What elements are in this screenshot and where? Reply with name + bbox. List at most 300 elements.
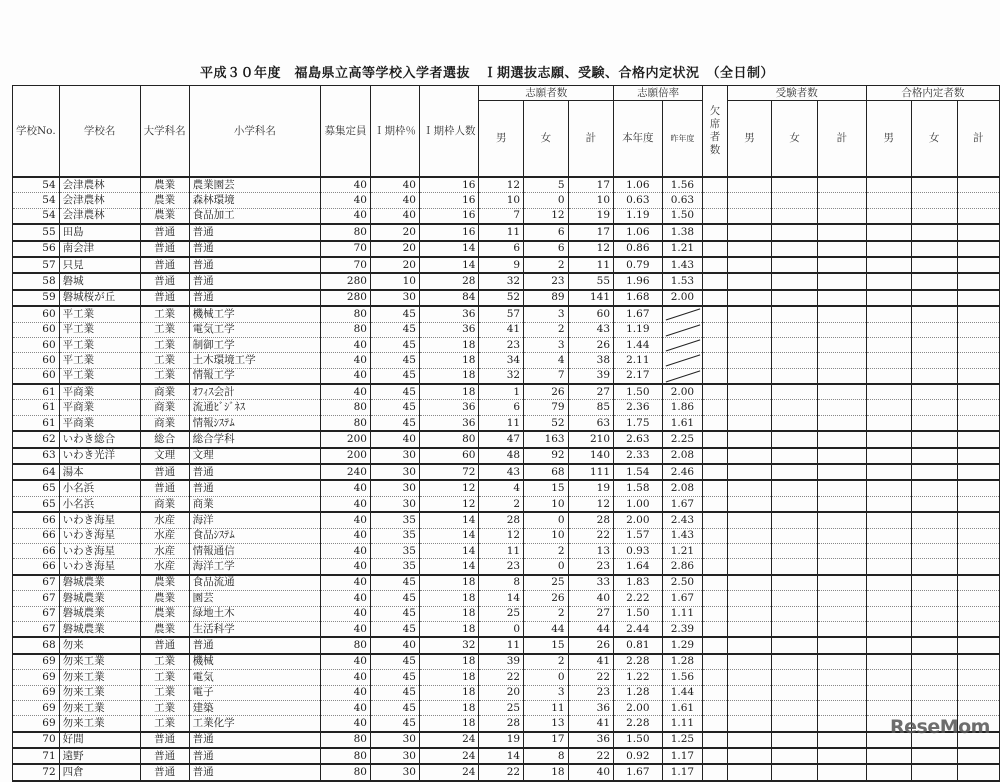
cell-r0: 1.43 — [662, 257, 703, 273]
cell-exam-t — [818, 368, 867, 384]
cell-school: 会津農林 — [59, 193, 140, 208]
cell-t: 55 — [568, 273, 613, 289]
cell-f: 3 — [524, 306, 569, 322]
cell-major: 文理 — [140, 448, 189, 464]
cell-exam-t — [818, 177, 867, 193]
cell-cap: 40 — [321, 528, 371, 543]
cell-m: 14 — [479, 748, 524, 764]
cell-p1: 14 — [419, 257, 479, 273]
cell-minor: ｵﾌｨｽ会計 — [189, 384, 320, 400]
table-row — [13, 764, 1000, 780]
cell-t: 210 — [568, 431, 613, 447]
cell-exam-t — [818, 480, 867, 496]
cell-adm-t — [957, 764, 999, 780]
cell-p1: 18 — [419, 353, 479, 368]
cell-f: 2 — [524, 606, 569, 621]
cell-minor: 園芸 — [189, 591, 320, 606]
cell-f: 2 — [524, 543, 569, 558]
cell-cap: 40 — [321, 384, 371, 400]
cell-major: 農業 — [140, 621, 189, 637]
cell-absent — [703, 384, 728, 400]
cell-f: 0 — [524, 670, 569, 685]
resemom-logo: ReseMom — [890, 716, 990, 738]
cell-school: いわき海星 — [59, 543, 140, 558]
cell-r1: 0.93 — [614, 543, 663, 558]
cell-no: 66 — [13, 528, 60, 543]
cell-t: 19 — [568, 480, 613, 496]
header-app-male: 男 — [479, 101, 524, 177]
cell-r1: 1.75 — [614, 415, 663, 431]
cell-no: 64 — [13, 464, 60, 480]
cell-f: 3 — [524, 685, 569, 700]
cell-m: 23 — [479, 337, 524, 352]
cell-no: 61 — [13, 400, 60, 415]
cell-absent — [703, 716, 728, 732]
cell-cap: 40 — [321, 575, 371, 591]
cell-minor: 情報通信 — [189, 543, 320, 558]
cell-m: 41 — [479, 322, 524, 337]
cell-r1: 1.96 — [614, 273, 663, 289]
cell-adm-t — [957, 654, 999, 670]
cell-exam-t — [818, 353, 867, 368]
cell-m: 57 — [479, 306, 524, 322]
cell-m: 4 — [479, 480, 524, 496]
cell-school: 田島 — [59, 224, 140, 240]
cell-adm-t — [957, 257, 999, 273]
cell-exam-t — [818, 322, 867, 337]
cell-school: 平工業 — [59, 368, 140, 384]
table-row — [13, 415, 1000, 431]
cell-pct: 45 — [370, 353, 419, 368]
cell-school: 平商業 — [59, 400, 140, 415]
cell-cap: 80 — [321, 415, 371, 431]
cell-adm-m — [866, 512, 911, 528]
cell-absent — [703, 700, 728, 715]
cell-m: 48 — [479, 448, 524, 464]
cell-exam-f — [772, 716, 818, 732]
cell-r0: 1.53 — [662, 273, 703, 289]
cell-pct: 30 — [370, 496, 419, 512]
cell-absent — [703, 306, 728, 322]
cell-exam-t — [818, 448, 867, 464]
cell-adm-t — [957, 337, 999, 352]
cell-exam-f — [772, 559, 818, 575]
cell-major: 工業 — [140, 716, 189, 732]
cell-exam-f — [772, 257, 818, 273]
cell-m: 11 — [479, 637, 524, 653]
cell-exam-t — [818, 306, 867, 322]
cell-major: 商業 — [140, 400, 189, 415]
cell-r0: 1.17 — [662, 748, 703, 764]
cell-p1: 16 — [419, 224, 479, 240]
cell-absent — [703, 496, 728, 512]
cell-exam-f — [772, 637, 818, 653]
cell-absent — [703, 670, 728, 685]
admissions-table — [12, 85, 1000, 782]
cell-r0: 2.00 — [662, 290, 703, 306]
cell-p1: 18 — [419, 591, 479, 606]
cell-p1: 32 — [419, 637, 479, 653]
cell-adm-t — [957, 528, 999, 543]
cell-pct: 30 — [370, 764, 419, 780]
cell-t: 43 — [568, 322, 613, 337]
cell-f: 4 — [524, 353, 569, 368]
table-row — [13, 208, 1000, 224]
cell-t: 26 — [568, 637, 613, 653]
cell-absent — [703, 337, 728, 352]
cell-r1: 1.19 — [614, 208, 663, 224]
cell-exam-t — [818, 208, 867, 224]
cell-adm-f — [911, 400, 957, 415]
cell-adm-t — [957, 559, 999, 575]
cell-minor: 普通 — [189, 464, 320, 480]
cell-f: 11 — [524, 700, 569, 715]
cell-r0: 2.46 — [662, 464, 703, 480]
cell-t: 40 — [568, 591, 613, 606]
cell-r0: 2.00 — [662, 384, 703, 400]
cell-exam-f — [772, 193, 818, 208]
cell-r1: 2.11 — [614, 353, 663, 368]
cell-school: 勿来工業 — [59, 685, 140, 700]
cell-school: 湯本 — [59, 464, 140, 480]
cell-exam-m — [727, 637, 771, 653]
cell-exam-t — [818, 606, 867, 621]
cell-school: いわき海星 — [59, 528, 140, 543]
table-row — [13, 575, 1000, 591]
cell-minor: 普通 — [189, 732, 320, 748]
cell-r0: 1.28 — [662, 654, 703, 670]
table-row — [13, 606, 1000, 621]
cell-school: 勿来工業 — [59, 670, 140, 685]
cell-school: 平工業 — [59, 337, 140, 352]
cell-school: 勿来工業 — [59, 654, 140, 670]
cell-f: 5 — [524, 177, 569, 193]
cell-absent — [703, 448, 728, 464]
cell-exam-t — [818, 241, 867, 257]
cell-exam-f — [772, 306, 818, 322]
cell-adm-f — [911, 543, 957, 558]
cell-cap: 200 — [321, 431, 371, 447]
cell-r0 — [662, 353, 703, 368]
cell-cap: 240 — [321, 464, 371, 480]
cell-r0: 1.11 — [662, 606, 703, 621]
cell-exam-t — [818, 732, 867, 748]
cell-r0: 1.21 — [662, 241, 703, 257]
cell-r0: 2.86 — [662, 559, 703, 575]
cell-adm-t — [957, 431, 999, 447]
cell-adm-m — [866, 208, 911, 224]
cell-adm-t — [957, 368, 999, 384]
cell-f: 10 — [524, 496, 569, 512]
cell-t: 12 — [568, 496, 613, 512]
cell-major: 工業 — [140, 306, 189, 322]
cell-minor: 食品ｼｽﾃﾑ — [189, 528, 320, 543]
header-exam-female: 女 — [772, 101, 818, 177]
cell-m: 43 — [479, 464, 524, 480]
cell-f: 12 — [524, 208, 569, 224]
cell-adm-f — [911, 368, 957, 384]
cell-absent — [703, 368, 728, 384]
cell-exam-t — [818, 621, 867, 637]
cell-major: 普通 — [140, 241, 189, 257]
cell-exam-m — [727, 464, 771, 480]
cell-r0: 1.25 — [662, 732, 703, 748]
cell-p1: 18 — [419, 621, 479, 637]
cell-f: 6 — [524, 224, 569, 240]
cell-p1: 18 — [419, 384, 479, 400]
cell-major: 農業 — [140, 606, 189, 621]
cell-adm-f — [911, 559, 957, 575]
cell-pct: 30 — [370, 464, 419, 480]
cell-pct: 45 — [370, 606, 419, 621]
header-minor-dept: 小学科名 — [189, 86, 320, 178]
cell-absent — [703, 748, 728, 764]
cell-f: 26 — [524, 384, 569, 400]
cell-t: 12 — [568, 241, 613, 257]
cell-absent — [703, 512, 728, 528]
cell-cap: 40 — [321, 591, 371, 606]
cell-adm-f — [911, 464, 957, 480]
cell-adm-t — [957, 591, 999, 606]
cell-t: 13 — [568, 543, 613, 558]
cell-absent — [703, 353, 728, 368]
cell-m: 11 — [479, 543, 524, 558]
cell-no: 54 — [13, 193, 60, 208]
cell-school: 磐城農業 — [59, 591, 140, 606]
cell-p1: 12 — [419, 496, 479, 512]
cell-t: 36 — [568, 700, 613, 715]
cell-exam-f — [772, 591, 818, 606]
cell-minor: 建築 — [189, 700, 320, 715]
cell-cap: 70 — [321, 241, 371, 257]
cell-no: 57 — [13, 257, 60, 273]
cell-exam-m — [727, 496, 771, 512]
cell-f: 15 — [524, 637, 569, 653]
cell-adm-m — [866, 431, 911, 447]
cell-t: 60 — [568, 306, 613, 322]
cell-no: 65 — [13, 480, 60, 496]
cell-exam-f — [772, 748, 818, 764]
cell-no: 54 — [13, 177, 60, 193]
cell-r1: 1.67 — [614, 306, 663, 322]
cell-absent — [703, 241, 728, 257]
cell-adm-t — [957, 700, 999, 715]
cell-t: 39 — [568, 368, 613, 384]
cell-pct: 45 — [370, 415, 419, 431]
cell-m: 10 — [479, 193, 524, 208]
cell-r1: 2.00 — [614, 700, 663, 715]
cell-major: 工業 — [140, 685, 189, 700]
cell-exam-t — [818, 559, 867, 575]
cell-school: 勿来工業 — [59, 700, 140, 715]
cell-absent — [703, 732, 728, 748]
cell-r0: 1.17 — [662, 764, 703, 780]
cell-cap: 80 — [321, 322, 371, 337]
cell-t: 38 — [568, 353, 613, 368]
cell-minor: 普通 — [189, 764, 320, 780]
cell-adm-f — [911, 290, 957, 306]
cell-p1: 14 — [419, 512, 479, 528]
cell-adm-m — [866, 241, 911, 257]
cell-minor: 総合学科 — [189, 431, 320, 447]
cell-r0: 1.21 — [662, 543, 703, 558]
cell-major: 普通 — [140, 464, 189, 480]
cell-exam-t — [818, 290, 867, 306]
header-school-no: 学校No. — [13, 86, 60, 178]
cell-p1: 18 — [419, 368, 479, 384]
cell-adm-f — [911, 621, 957, 637]
cell-r1: 1.50 — [614, 606, 663, 621]
cell-r0: 2.50 — [662, 575, 703, 591]
cell-exam-m — [727, 716, 771, 732]
cell-r1: 1.00 — [614, 496, 663, 512]
cell-m: 20 — [479, 685, 524, 700]
cell-adm-f — [911, 448, 957, 464]
cell-t: 10 — [568, 193, 613, 208]
cell-t: 36 — [568, 732, 613, 748]
cell-cap: 80 — [321, 224, 371, 240]
cell-pct: 40 — [370, 177, 419, 193]
cell-adm-t — [957, 384, 999, 400]
cell-exam-f — [772, 353, 818, 368]
cell-exam-m — [727, 512, 771, 528]
cell-t: 85 — [568, 400, 613, 415]
cell-pct: 40 — [370, 637, 419, 653]
cell-t: 41 — [568, 716, 613, 732]
cell-minor: 情報ｼｽﾃﾑ — [189, 415, 320, 431]
cell-t: 22 — [568, 528, 613, 543]
cell-adm-m — [866, 464, 911, 480]
cell-exam-t — [818, 670, 867, 685]
cell-school: 磐城桜が丘 — [59, 290, 140, 306]
cell-exam-t — [818, 415, 867, 431]
cell-exam-m — [727, 322, 771, 337]
cell-p1: 16 — [419, 208, 479, 224]
cell-major: 商業 — [140, 415, 189, 431]
cell-absent — [703, 685, 728, 700]
cell-pct: 45 — [370, 322, 419, 337]
cell-r1: 2.28 — [614, 654, 663, 670]
cell-r0 — [662, 368, 703, 384]
table-row — [13, 621, 1000, 637]
cell-no: 62 — [13, 431, 60, 447]
table-row — [13, 431, 1000, 447]
cell-f: 23 — [524, 273, 569, 289]
cell-adm-m — [866, 480, 911, 496]
cell-exam-m — [727, 306, 771, 322]
cell-adm-t — [957, 224, 999, 240]
cell-t: 23 — [568, 559, 613, 575]
cell-exam-m — [727, 685, 771, 700]
cell-f: 92 — [524, 448, 569, 464]
cell-exam-f — [772, 670, 818, 685]
cell-exam-t — [818, 224, 867, 240]
table-body — [13, 177, 1000, 781]
cell-exam-t — [818, 384, 867, 400]
cell-t: 27 — [568, 384, 613, 400]
cell-exam-f — [772, 575, 818, 591]
cell-f: 68 — [524, 464, 569, 480]
cell-adm-m — [866, 224, 911, 240]
cell-minor: 商業 — [189, 496, 320, 512]
cell-major: 普通 — [140, 273, 189, 289]
cell-m: 32 — [479, 368, 524, 384]
cell-r0 — [662, 337, 703, 352]
cell-exam-m — [727, 591, 771, 606]
cell-school: いわき海星 — [59, 559, 140, 575]
cell-adm-t — [957, 496, 999, 512]
cell-t: 17 — [568, 224, 613, 240]
cell-adm-t — [957, 621, 999, 637]
cell-absent — [703, 257, 728, 273]
cell-pct: 45 — [370, 306, 419, 322]
cell-absent — [703, 431, 728, 447]
cell-minor: 工業化学 — [189, 716, 320, 732]
cell-absent — [703, 654, 728, 670]
cell-r1: 1.19 — [614, 322, 663, 337]
header-examinees: 受験者数 — [727, 86, 866, 101]
cell-adm-m — [866, 528, 911, 543]
cell-m: 8 — [479, 575, 524, 591]
cell-r0: 1.44 — [662, 685, 703, 700]
cell-t: 40 — [568, 764, 613, 780]
cell-pct: 10 — [370, 273, 419, 289]
cell-no: 54 — [13, 208, 60, 224]
cell-exam-t — [818, 512, 867, 528]
cell-major: 普通 — [140, 764, 189, 780]
cell-exam-f — [772, 290, 818, 306]
cell-minor: 土木環境工学 — [189, 353, 320, 368]
cell-adm-t — [957, 637, 999, 653]
table-row — [13, 241, 1000, 257]
cell-r0: 2.39 — [662, 621, 703, 637]
cell-p1: 18 — [419, 337, 479, 352]
cell-adm-f — [911, 241, 957, 257]
table-row — [13, 748, 1000, 764]
cell-m: 23 — [479, 559, 524, 575]
table-row — [13, 464, 1000, 480]
cell-m: 9 — [479, 257, 524, 273]
cell-adm-t — [957, 241, 999, 257]
cell-no: 60 — [13, 337, 60, 352]
cell-no: 69 — [13, 700, 60, 715]
cell-adm-m — [866, 337, 911, 352]
cell-f: 7 — [524, 368, 569, 384]
cell-p1: 24 — [419, 764, 479, 780]
cell-exam-t — [818, 464, 867, 480]
cell-minor: 食品流通 — [189, 575, 320, 591]
cell-major: 水産 — [140, 559, 189, 575]
cell-exam-t — [818, 400, 867, 415]
cell-r1: 0.63 — [614, 193, 663, 208]
cell-adm-m — [866, 748, 911, 764]
cell-r1: 1.54 — [614, 464, 663, 480]
table-row — [13, 337, 1000, 352]
cell-exam-f — [772, 273, 818, 289]
cell-exam-m — [727, 528, 771, 543]
header-this-year: 本年度 — [614, 101, 663, 177]
cell-minor: 普通 — [189, 273, 320, 289]
cell-absent — [703, 208, 728, 224]
cell-exam-f — [772, 606, 818, 621]
cell-pct: 20 — [370, 241, 419, 257]
cell-adm-m — [866, 193, 911, 208]
table-row — [13, 591, 1000, 606]
cell-cap: 40 — [321, 606, 371, 621]
cell-exam-m — [727, 368, 771, 384]
cell-exam-f — [772, 337, 818, 352]
cell-adm-m — [866, 400, 911, 415]
